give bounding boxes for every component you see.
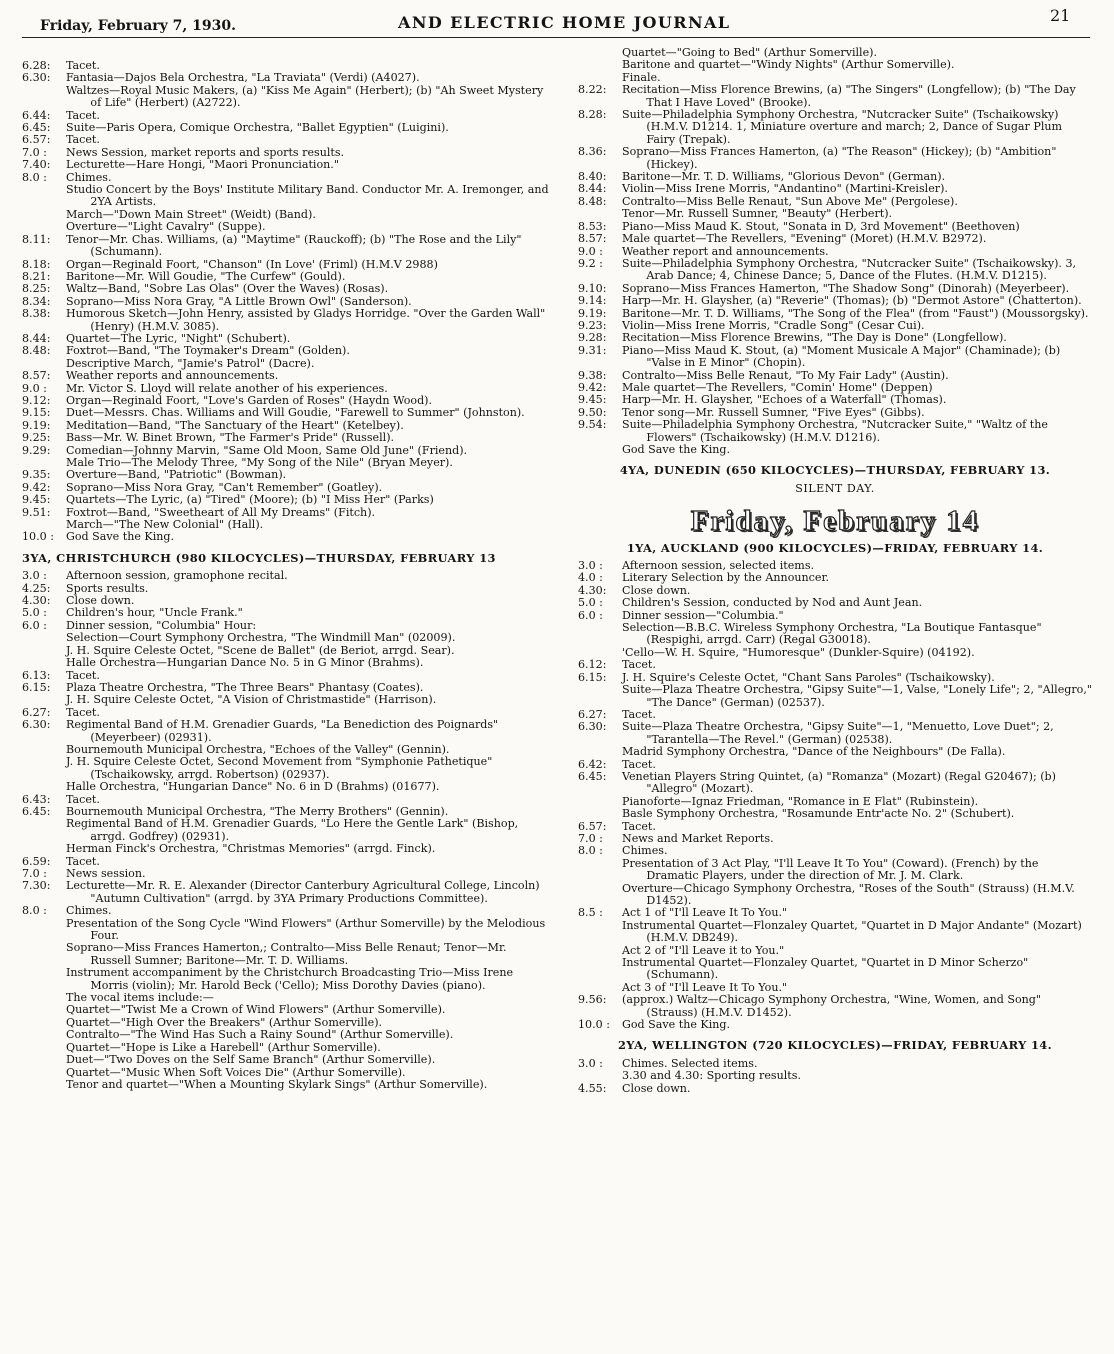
program-subitem: 'Cello—W. H. Squire, "Humoresque" (Dunkler-Squire) (04192).: [622, 645, 975, 659]
entry-text: Overture—Band, "Patriotic" (Bowman).: [66, 468, 287, 482]
program-entry: [578, 84, 1092, 109]
entry-text: Baritone—Mr. T. D. Williams, "The Song of the Flea" (from "Faust") (Moussorgsky).: [622, 306, 1089, 320]
program-entry: [22, 72, 550, 84]
entry-time: 8.44:: [22, 331, 51, 345]
program-entry: [22, 905, 550, 917]
entry-text: Soprano—Miss Frances Hamerton, (a) "The Reason" (Hickey); (b) "Ambition" (Hickey).: [622, 145, 1057, 171]
program-subitem: Act 3 of "I'll Leave It To You.": [622, 980, 788, 994]
entry-time: 10.0 :: [578, 1018, 610, 1032]
entry-time: 8.36:: [578, 145, 607, 159]
entry-time: 9.2 :: [578, 256, 603, 270]
program-entry: [578, 183, 1092, 195]
entry-time: 6.45:: [578, 769, 607, 783]
entry-time: 8.0 :: [22, 904, 47, 918]
program-subitem: Instrumental Quartet—Flonzaley Quartet, "Quartet in D Minor Scherzo" (Schumann).: [622, 956, 1029, 982]
entry-time: 9.56:: [578, 993, 607, 1007]
program-subitem: Presentation of the Song Cycle "Wind Flowers" (Arthur Somerville) by the Melodious Four.: [66, 916, 546, 943]
entry-time: 8.22:: [578, 83, 607, 97]
entry-time: 9.31:: [578, 343, 607, 357]
entry-time: 9.0 :: [22, 381, 47, 395]
entry-text: Meditation—Band, "The Sanctuary of the Heart" (Ketelbey).: [66, 418, 404, 432]
program-entry: [22, 494, 550, 506]
program-subitem: Contralto—"The Wind Has Such a Rainy Sound" (Arthur Somerville).: [66, 1028, 454, 1042]
entry-text: Tacet.: [66, 108, 100, 122]
entry-time: 8.28:: [578, 108, 607, 122]
program-subitem: Quartet—"Twist Me a Crown of Wind Flowers" (Arthur Somerville).: [66, 1003, 446, 1017]
entry-text: Tacet.: [66, 133, 100, 147]
entry-text: Regimental Band of H.M. Grenadier Guards, "La Benediction des Poignards" (Meyerbeer) (02931).: [66, 718, 499, 744]
entry-text: Foxtrot—Band, "Sweetheart of All My Dreams" (Fitch).: [66, 505, 376, 519]
entry-text: Foxtrot—Band, "The Toymaker's Dream" (Golden).: [66, 344, 350, 358]
program-entry: [22, 308, 550, 333]
entry-text: Lecturette—Hare Hongi, "Maori Pronunciation.": [66, 158, 339, 172]
entry-time: 8.5 :: [578, 906, 603, 920]
program-subitem: Pianoforte—Ignaz Friedman, "Romance in E Flat" (Rubinstein).: [622, 794, 979, 808]
program-entry: [578, 721, 1092, 746]
program-entry: [22, 432, 550, 444]
station-heading-wellington: 2YA, WELLINGTON (720 KILOCYCLES)—FRIDAY, FEBRUARY 14.: [617, 1038, 1053, 1053]
program-entry: [578, 597, 1092, 609]
entry-text: Humorous Sketch—John Henry, assisted by Gladys Horridge. "Over the Garden Wall" (Henry) (H.M.V. 3085).: [66, 307, 546, 333]
entry-text: News and Market Reports.: [622, 831, 774, 845]
program-entry: [22, 283, 550, 295]
program-subitem: Overture—Chicago Symphony Orchestra, "Roses of the South" (Strauss) (H.M.V. D1452).: [622, 881, 1075, 907]
entry-text: Venetian Players String Quintet, (a) "Romanza" (Mozart) (Regal G20467); (b) "Allegro" (Mozart).: [622, 769, 1056, 796]
program-subitem: Regimental Band of H.M. Grenadier Guards, "Lo Here the Gentle Lark" (Bishop, arrgd. Godfrey) (02931).: [66, 817, 519, 843]
entry-time: 9.42:: [578, 380, 607, 394]
entry-text: Duet—Messrs. Chas. Williams and Will Goudie, "Farewell to Summer" (Johnston).: [66, 406, 525, 420]
program-subitem: God Save the King.: [622, 443, 731, 456]
program-subitem: Descriptive March, "Jamie's Patrol" (Dacre).: [66, 356, 315, 370]
program-subitem: Madrid Symphony Orchestra, "Dance of the Neighbours" (De Falla).: [622, 745, 1006, 759]
program-subitem: Quartet—"Hope is Like a Harebell" (Arthur Somerville).: [66, 1040, 381, 1054]
page-header: [0, 0, 1114, 40]
program-subitem: J. H. Squire Celeste Octet, "A Vision of Christmastide" (Harrison).: [66, 693, 437, 707]
christchurch-thursday-program: [22, 570, 550, 1091]
entry-text: Waltz—Band, "Sobre Las Olas" (Over the Waves) (Rosas).: [66, 282, 389, 296]
entry-text: God Save the King.: [66, 530, 175, 544]
entry-text: Violin—Miss Irene Morris, "Andantino" (Martini-Kreisler).: [622, 182, 948, 196]
program-subitem: Quartet—"Music When Soft Voices Die" (Arthur Somerville).: [66, 1065, 406, 1079]
entry-time: 9.25:: [22, 431, 51, 445]
entry-text: Tacet.: [622, 757, 656, 771]
program-continued-line: Finale.: [622, 70, 661, 84]
header-rule: [22, 37, 1090, 38]
station-heading-christchurch: 3YA, CHRISTCHURCH (980 KILOCYCLES)—THURSDAY, FEBRUARY 13: [22, 550, 496, 565]
program-entry: [22, 570, 550, 582]
program-entry: [22, 134, 550, 146]
entry-time: 8.48:: [22, 344, 51, 358]
program-continued-line: Quartet—"Going to Bed" (Arthur Somerville).: [622, 46, 878, 59]
auckland-friday-program: [578, 560, 1092, 1031]
entry-text: Fantasia—Dajos Bela Orchestra, "La Traviata" (Verdi) (A4027).: [66, 71, 420, 85]
entry-text: Chimes.: [66, 170, 112, 184]
entry-time: 4.30:: [22, 594, 51, 608]
entry-time: 8.40:: [578, 170, 607, 184]
entry-text: Sports results.: [66, 581, 149, 595]
entry-text: Tenor song—Mr. Russell Sumner, "Five Eyes" (Gibbs).: [622, 405, 925, 419]
entry-text: Afternoon session, gramophone recital.: [66, 569, 288, 583]
entry-time: 7.0 :: [22, 145, 47, 159]
page-number: 21: [1050, 6, 1071, 25]
program-subitem: Halle Orchestra, "Hungarian Dance" No. 6 in D (Brahms) (01677).: [66, 780, 440, 794]
entry-time: 9.50:: [578, 405, 607, 419]
entry-time: 6.15:: [578, 670, 607, 684]
program-subitem: Act 2 of "I'll Leave it to You.": [622, 943, 785, 957]
entry-text: Chimes.: [66, 904, 112, 918]
program-subitem: Quartet—"High Over the Breakers" (Arthur Somerville).: [66, 1015, 383, 1029]
entry-time: 6.59:: [22, 854, 51, 868]
entry-text: Recitation—Miss Florence Brewins, "The Day is Done" (Longfellow).: [622, 331, 1007, 345]
entry-text: Harp—Mr. H. Glaysher, (a) "Reverie" (Thomas); (b) "Dermot Astore" (Chatterton).: [622, 294, 1082, 308]
entry-text: Suite—Philadelphia Symphony Orchestra, "Nutcracker Suite" (Tschaikowsky) (H.M.V. D1214. 1, Miniature overture and march; 2, Dance of Sugar Plum Fairy (Trepak).: [622, 108, 1063, 146]
entry-text: Tacet.: [66, 59, 100, 72]
left-column: [22, 60, 550, 1091]
entry-text: Violin—Miss Irene Morris, "Cradle Song" (Cesar Cui).: [622, 318, 925, 332]
program-entry: [578, 419, 1092, 444]
entry-time: 9.51:: [22, 505, 51, 519]
entry-text: Children's hour, "Uncle Frank.": [66, 606, 243, 620]
entry-text: Weather reports and announcements.: [66, 369, 279, 383]
entry-text: Contralto—Miss Belle Renaut, "Sun Above Me" (Pergolese).: [622, 194, 958, 208]
entry-text: Act 1 of "I'll Leave It To You.": [622, 906, 788, 920]
program-subitem: Duet—"Two Doves on the Self Same Branch" (Arthur Somerville).: [66, 1053, 436, 1067]
program-entry: [578, 572, 1092, 584]
entry-time: 6.57:: [22, 133, 51, 147]
entry-text: Organ—Reginald Foort, "Chanson" (In Love' (Friml) (H.M.V 2988): [66, 257, 438, 271]
entry-time: 6.0 :: [578, 608, 603, 622]
entry-time: 9.45:: [578, 393, 607, 407]
entry-text: Quartets—The Lyric, (a) "Tired" (Moore); (b) "I Miss Her" (Parks): [66, 493, 434, 507]
entry-text: Contralto—Miss Belle Renaut, "To My Fair Lady" (Austin).: [622, 368, 949, 382]
program-subitem: Bournemouth Municipal Orchestra, "Echoes of the Valley" (Gennin).: [66, 742, 450, 756]
entry-text: Soprano—Miss Frances Hamerton, "The Shadow Song" (Dinorah) (Meyerbeer).: [622, 281, 1070, 295]
program-entry: [578, 233, 1092, 245]
entry-text: J. H. Squire's Celeste Octet, "Chant Sans Paroles" (Tschaikowsky).: [622, 670, 995, 684]
program-entry: [578, 109, 1092, 146]
day-heading: Friday, February 14: [690, 505, 980, 538]
entry-time: 9.28:: [578, 331, 607, 345]
entry-time: 6.30:: [578, 720, 607, 734]
entry-text: Tacet.: [66, 792, 100, 806]
entry-text: Dinner session, "Columbia" Hour:: [66, 618, 257, 632]
entry-time: 7.0 :: [578, 831, 603, 845]
program-subitem: Studio Concert by the Boys' Institute Military Band. Conductor Mr. A. Iremonger, and 2YA Artists.: [66, 183, 549, 209]
program-subitem: March—"Down Main Street" (Weidt) (Band).: [66, 207, 316, 221]
entry-time: 6.12:: [578, 658, 607, 672]
entry-text: News Session, market reports and sports results.: [66, 145, 345, 159]
entry-text: God Save the King.: [622, 1018, 731, 1032]
program-entry: [578, 907, 1092, 919]
christchurch-program-continued: [578, 47, 1092, 456]
entry-time: 6.13:: [22, 668, 51, 682]
entry-time: 9.42:: [22, 480, 51, 494]
entry-time: 8.0 :: [578, 844, 603, 858]
entry-text: Soprano—Miss Nora Gray, "Can't Remember" (Goatley).: [66, 480, 383, 494]
program-continued-line: 3.30 and 4.30: Sporting results.: [622, 1069, 801, 1083]
entry-time: 9.29:: [22, 443, 51, 457]
entry-text: Suite—Plaza Theatre Orchestra, "Gipsy Suite"—1, "Menuetto, Love Duet"; 2, "Tarantella—The Revel." (German) (02538).: [622, 720, 1054, 746]
program-entry: [578, 1083, 1092, 1095]
entry-time: 9.0 :: [578, 244, 603, 258]
entry-text: Tacet.: [66, 854, 100, 868]
program-entry: [578, 394, 1092, 406]
entry-text: Close down.: [66, 594, 135, 608]
entry-text: Tenor—Mr. Chas. Williams, (a) "Maytime" (Rauckoff); (b) "The Rose and the Lily" (Schumann).: [66, 232, 522, 259]
journal-title: AND ELECTRIC HOME JOURNAL: [398, 13, 731, 32]
program-subitem: Overture—"Light Cavalry" (Suppe).: [66, 220, 266, 234]
entry-text: Chimes. Selected items.: [622, 1056, 758, 1070]
entry-time: 7.0 :: [22, 867, 47, 880]
entry-text: Tacet.: [66, 668, 100, 682]
entry-text: Bournemouth Municipal Orchestra, "The Merry Brothers" (Gennin).: [66, 804, 449, 818]
program-entry: [578, 332, 1092, 344]
entry-time: 3.0 :: [578, 559, 603, 573]
entry-text: Suite—Philadelphia Symphony Orchestra, "Nutcracker Suite" (Tschaikowsky). 3, Arab Dance; 4, Chinese Dance; 5, Dance of the Flutes. (H.M.V. D1215).: [622, 256, 1077, 283]
entry-time: 8.25:: [22, 282, 51, 296]
entry-time: 8.21:: [22, 269, 51, 283]
entry-text: Weather report and announcements.: [622, 244, 829, 258]
entry-text: (approx.) Waltz—Chicago Symphony Orchestra, "Wine, Women, and Song" (Strauss) (H.M.V. D1452).: [622, 993, 1042, 1019]
entry-time: 6.44:: [22, 108, 51, 122]
entry-time: 9.14:: [578, 294, 607, 308]
program-subitem: Tenor and quartet—"When a Mounting Skylark Sings" (Arthur Somerville).: [66, 1077, 488, 1091]
entry-time: 8.11:: [22, 232, 51, 246]
entry-time: 9.19:: [22, 418, 51, 432]
entry-text: Suite—Paris Opera, Comique Orchestra, "Ballet Egyptien" (Luigini).: [66, 121, 449, 135]
program-subitem: Herman Finck's Orchestra, "Christmas Memories" (arrgd. Finck).: [66, 842, 436, 856]
entry-time: 8.48:: [578, 194, 607, 208]
program-entry: [22, 469, 550, 481]
entry-text: News session.: [66, 867, 146, 880]
entry-time: 4.30:: [578, 583, 607, 597]
program-subitem: Suite—Plaza Theatre Orchestra, "Gipsy Suite"—1, Valse, "Lonely Life"; 2, "Allegro," "The Dance" (German) (02537).: [622, 683, 1092, 709]
entry-time: 9.23:: [578, 318, 607, 332]
entry-time: 3.0 :: [578, 1056, 603, 1070]
entry-text: Baritone—Mr. Will Goudie, "The Curfew" (Gould).: [66, 269, 346, 283]
program-entry: [22, 607, 550, 619]
program-entry: [22, 159, 550, 171]
entry-time: 6.27:: [578, 707, 607, 721]
program-entry: [22, 345, 550, 357]
entry-time: 8.34:: [22, 294, 51, 308]
issue-date: Friday, February 7, 1930.: [40, 18, 236, 34]
entry-text: Harp—Mr. H. Glaysher, "Echoes of a Waterfall" (Thomas).: [622, 393, 947, 407]
entry-time: 9.45:: [22, 493, 51, 507]
entry-text: Close down.: [622, 1081, 691, 1095]
program-entry: [578, 1019, 1092, 1031]
entry-time: 3.0 :: [22, 569, 47, 583]
wellington-thursday-program: [22, 60, 550, 544]
entry-text: Plaza Theatre Orchestra, "The Three Bears" Phantasy (Coates).: [66, 680, 424, 694]
entry-time: 8.57:: [578, 232, 607, 246]
program-subitem: J. H. Squire Celeste Octet, Second Movement from "Symphonie Pathetique" (Tschaikowsky, arrgd. Robertson) (02937).: [66, 755, 493, 781]
entry-time: 8.0 :: [22, 170, 47, 184]
wellington-friday-program: [578, 1058, 1092, 1095]
program-entry: [578, 659, 1092, 671]
entry-time: 4.0 :: [578, 571, 603, 585]
entry-text: Baritone—Mr. T. D. Williams, "Glorious Devon" (German).: [622, 170, 946, 184]
entry-time: 9.15:: [22, 406, 51, 420]
entry-time: 6.28:: [22, 59, 51, 72]
program-subitem: Selection—Court Symphony Orchestra, "The Windmill Man" (02009).: [66, 631, 456, 645]
entry-time: 9.38:: [578, 368, 607, 382]
entry-text: Piano—Miss Maud K. Stout, (a) "Moment Musicale A Major" (Chaminade); (b) "Valse in E Minor" (Chopin).: [622, 343, 1061, 370]
program-entry: [578, 845, 1092, 857]
entry-time: 6.45:: [22, 804, 51, 818]
entry-text: Lecturette—Mr. R. E. Alexander (Director Canterbury Agricultural College, Lincoln) "Autumn Cultivation" (arrgd. by 3YA Primary Productions Committee).: [66, 879, 540, 905]
program-entry: [578, 146, 1092, 171]
entry-time: 6.30:: [22, 718, 51, 732]
entry-time: 6.27:: [22, 705, 51, 719]
entry-text: Suite—Philadelphia Symphony Orchestra, "Nutcracker Suite," "Waltz of the Flowers" (Tschaikowsky) (H.M.V. D1216).: [622, 418, 1048, 444]
entry-time: 9.54:: [578, 418, 607, 432]
entry-time: 8.53:: [578, 219, 607, 233]
program-subitem: J. H. Squire Celeste Octet, "Scene de Ballet" (de Beriot, arrgd. Sear).: [66, 643, 455, 657]
entry-text: Children's Session, conducted by Nod and Aunt Jean.: [622, 596, 923, 610]
program-subitem: Presentation of 3 Act Play, "I'll Leave It To You" (Coward). (French) by the Dramatic Players, under the direction of Mr. J. M. Clark.: [622, 856, 1039, 883]
entry-text: Tacet.: [66, 705, 100, 719]
entry-time: 6.45:: [22, 121, 51, 135]
entry-time: 5.0 :: [22, 606, 47, 620]
program-entry: [22, 407, 550, 419]
entry-time: 6.57:: [578, 819, 607, 833]
entry-text: Afternoon session, selected items.: [622, 559, 815, 573]
entry-text: Piano—Miss Maud K. Stout, "Sonata in D, 3rd Movement" (Beethoven): [622, 219, 1020, 233]
entry-text: Bass—Mr. W. Binet Brown, "The Farmer's Pride" (Russell).: [66, 431, 395, 445]
entry-text: Quartet—The Lyric, "Night" (Schubert).: [66, 331, 291, 345]
program-subitem: The vocal items include:—: [66, 991, 214, 1005]
entry-time: 9.12:: [22, 393, 51, 407]
entry-time: 9.35:: [22, 468, 51, 482]
entry-time: 6.30:: [22, 71, 51, 85]
entry-text: Tacet.: [622, 707, 656, 721]
entry-time: 7.40:: [22, 158, 51, 172]
entry-text: Male quartet—The Revellers, "Evening" (Moret) (H.M.V. B2972).: [622, 232, 987, 246]
program-subitem: Basle Symphony Orchestra, "Rosamunde Entr'acte No. 2" (Schubert).: [622, 807, 1015, 821]
program-continued-line: Baritone and quartet—"Windy Nights" (Arthur Somerville).: [622, 58, 955, 72]
entry-time: 4.25:: [22, 581, 51, 595]
program-entry: [22, 234, 550, 259]
entry-text: Tacet.: [622, 819, 656, 833]
entry-text: Literary Selection by the Announcer.: [622, 571, 830, 585]
entry-time: 8.57:: [22, 369, 51, 383]
program-entry: [578, 345, 1092, 370]
program-entry: [22, 122, 550, 134]
station-heading-auckland: 1YA, AUCKLAND (900 KILOCYCLES)—FRIDAY, FEBRUARY 14.: [626, 540, 1044, 555]
program-subitem: Selection—B.B.C. Wireless Symphony Orchestra, "La Boutique Fantasque" (Respighi, arrgd. Carr) (Regal G30018).: [622, 621, 1042, 647]
entry-time: 4.55:: [578, 1081, 607, 1095]
program-subitem: Instrument accompaniment by the Christchurch Broadcasting Trio—Miss Irene Morris (violin); Mr. Harold Beck ('Cello); Miss Dorothy Davies (piano).: [66, 966, 514, 992]
program-entry: [22, 880, 550, 905]
program-subitem: Tenor—Mr. Russell Sumner, "Beauty" (Herbert).: [622, 207, 893, 221]
entry-text: Organ—Reginald Foort, "Love's Garden of Roses" (Haydn Wood).: [66, 393, 433, 407]
entry-text: Recitation—Miss Florence Brewins, (a) "The Singers" (Longfellow); (b) "The Day That I Have Loved" (Brooke).: [622, 83, 1076, 109]
entry-text: Close down.: [622, 583, 691, 597]
entry-time: 7.30:: [22, 879, 51, 893]
entry-time: 8.18:: [22, 257, 51, 271]
program-subitem: Soprano—Miss Frances Hamerton,; Contralto—Miss Belle Renaut; Tenor—Mr. Russell Sumner; Baritone—Mr. T. D. Williams.: [66, 941, 507, 967]
program-subitem: Waltzes—Royal Music Makers, (a) "Kiss Me Again" (Herbert); (b) "Ah Sweet Mystery of Life" (Herbert) (A2722).: [66, 83, 544, 110]
program-subitem: Instrumental Quartet—Flonzaley Quartet, "Quartet in D Major Andante" (Mozart) (H.M.V. DB249).: [622, 918, 1082, 945]
entry-text: Soprano—Miss Nora Gray, "A Little Brown Owl" (Sanderson).: [66, 294, 412, 308]
entry-time: 6.42:: [578, 757, 607, 771]
program-entry: [578, 295, 1092, 307]
entry-text: Male quartet—The Revellers, "Comin' Home" (Deppen): [622, 380, 933, 394]
silent-day-note: SILENT DAY.: [795, 481, 875, 495]
entry-time: 10.0 :: [22, 530, 54, 544]
station-heading-dunedin: 4YA, DUNEDIN (650 KILOCYCLES)—THURSDAY, FEBRUARY 13.: [619, 463, 1051, 478]
entry-time: 8.38:: [22, 307, 51, 321]
program-entry: [578, 771, 1092, 796]
program-entry: [578, 994, 1092, 1019]
program-subitem: March—"The New Colonial" (Hall).: [66, 518, 264, 532]
entry-text: Dinner session—"Columbia.": [622, 608, 784, 622]
right-column: [578, 47, 1092, 1095]
entry-text: Comedian—Johnny Marvin, "Same Old Moon, Same Old June" (Friend).: [66, 443, 468, 457]
entry-time: 9.10:: [578, 281, 607, 295]
entry-time: 6.15:: [22, 680, 51, 694]
entry-text: Tacet.: [622, 658, 656, 672]
program-entry: [22, 531, 550, 543]
entry-time: 9.19:: [578, 306, 607, 320]
entry-time: 8.44:: [578, 182, 607, 196]
entry-time: 6.0 :: [22, 618, 47, 632]
entry-text: Chimes.: [622, 844, 668, 858]
entry-time: 6.43:: [22, 792, 51, 806]
program-subitem: Male Trio—The Melody Three, "My Song of the Nile" (Bryan Meyer).: [66, 456, 453, 469]
entry-time: 5.0 :: [578, 596, 603, 610]
entry-text: Mr. Victor S. Lloyd will relate another of his experiences.: [66, 381, 388, 395]
program-entry: [22, 719, 550, 744]
program-subitem: Halle Orchestra—Hungarian Dance No. 5 in G Minor (Brahms).: [66, 656, 424, 670]
program-entry: [578, 258, 1092, 283]
program-entry: [22, 370, 550, 382]
